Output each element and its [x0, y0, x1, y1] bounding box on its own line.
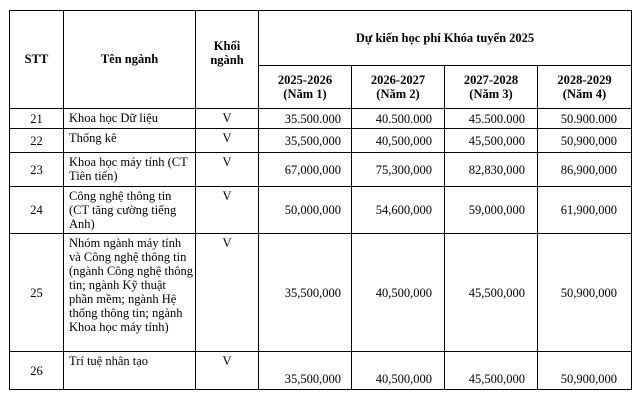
row-fee-year-1: 35,500,000 — [259, 129, 352, 153]
row-fee-year-1: 35.500.000 — [259, 109, 352, 129]
row-fee-year-2: 40.500.000 — [352, 109, 445, 129]
header-name: Tên ngành — [64, 11, 196, 109]
header-year-2 — [352, 66, 445, 109]
row-fee-year-4: 50,900,000 — [538, 352, 632, 390]
tuition-table — [9, 10, 632, 390]
row-name: Khoa học máy tính (CT Tiên tiến) — [64, 153, 196, 187]
row-name: Nhóm ngành máy tính và Công nghệ thông tin (ngành Công nghệ thông tin; ngành Kỹ thuật phần mềm; ngành Hệ thống thông tin; ngành Khoa học máy tính) — [64, 234, 196, 352]
table-row — [10, 234, 632, 352]
row-block: V — [196, 352, 259, 390]
row-fee-year-3: 45,500,000 — [445, 234, 538, 352]
year-range: 2027-2028 — [463, 73, 519, 87]
row-name: Trí tuệ nhân tạo — [64, 352, 196, 390]
row-stt: 24 — [10, 187, 64, 234]
row-stt: 23 — [10, 153, 64, 187]
row-fee-year-1: 67,000,000 — [259, 153, 352, 187]
year-label: (Năm 3) — [469, 87, 513, 101]
row-fee-year-1: 35,500,000 — [259, 234, 352, 352]
row-stt: 21 — [10, 109, 64, 129]
row-fee-year-3: 82,830,000 — [445, 153, 538, 187]
row-stt: 22 — [10, 129, 64, 153]
row-block: V — [196, 129, 259, 153]
row-block: V — [196, 234, 259, 352]
row-fee-year-4: 50,900,000 — [538, 234, 632, 352]
table-row — [10, 109, 632, 129]
row-fee-year-1: 50,000,000 — [259, 187, 352, 234]
header-fee-group: Dự kiến học phí Khóa tuyển 2025 — [259, 11, 632, 66]
year-range: 2026-2027 — [370, 73, 426, 87]
row-name: Công nghệ thông tin (CT tăng cường tiếng Anh) — [64, 187, 196, 234]
header-block — [196, 11, 259, 109]
row-stt: 25 — [10, 234, 64, 352]
row-fee-year-2: 54,600,000 — [352, 187, 445, 234]
row-fee-year-3: 45,500,000 — [445, 129, 538, 153]
row-stt: 26 — [10, 352, 64, 390]
year-label: (Năm 1) — [283, 87, 327, 101]
row-fee-year-1: 35,500,000 — [259, 352, 352, 390]
year-range: 2025-2026 — [277, 73, 333, 87]
year-range: 2028-2029 — [557, 73, 612, 87]
header-year-1 — [259, 66, 352, 109]
row-block: V — [196, 187, 259, 234]
header-row-1 — [10, 11, 632, 66]
year-label: (Năm 4) — [562, 87, 607, 101]
row-fee-year-2: 40,500,000 — [352, 352, 445, 390]
header-block-line2: ngành — [210, 53, 244, 67]
row-fee-year-3: 59,000,000 — [445, 187, 538, 234]
row-fee-year-4: 50,900,000 — [538, 129, 632, 153]
row-fee-year-2: 40,500,000 — [352, 129, 445, 153]
table-row — [10, 129, 632, 153]
table-row — [10, 187, 632, 234]
row-block: V — [196, 109, 259, 129]
header-stt: STT — [10, 11, 64, 109]
row-fee-year-4: 86,900,000 — [538, 153, 632, 187]
table-row — [10, 153, 632, 187]
row-fee-year-4: 50.900.000 — [538, 109, 632, 129]
row-name: Thống kê — [64, 129, 196, 153]
row-fee-year-3: 45.500.000 — [445, 109, 538, 129]
header-block-line1: Khối — [213, 39, 241, 53]
header-year-4 — [538, 66, 632, 109]
header-year-3 — [445, 66, 538, 109]
row-fee-year-4: 61,900,000 — [538, 187, 632, 234]
row-fee-year-2: 40,500,000 — [352, 234, 445, 352]
row-fee-year-2: 75,300,000 — [352, 153, 445, 187]
row-block: V — [196, 153, 259, 187]
year-label: (Năm 2) — [376, 87, 420, 101]
row-fee-year-3: 45,500,000 — [445, 352, 538, 390]
row-name: Khoa học Dữ liệu — [64, 109, 196, 129]
table-row — [10, 352, 632, 390]
